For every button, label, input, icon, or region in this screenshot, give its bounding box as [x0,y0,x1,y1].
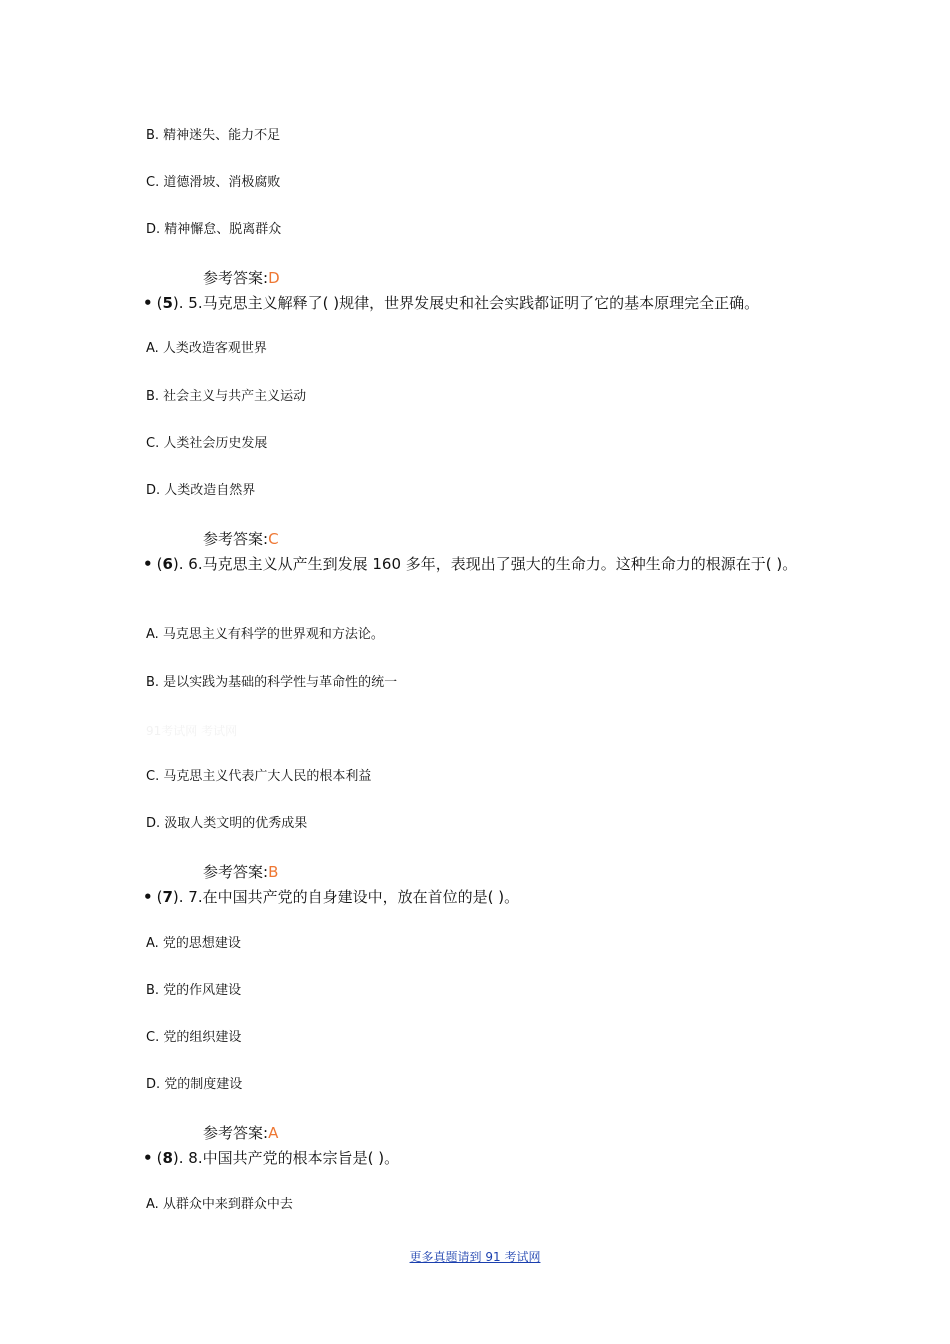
answer-label: 参考答案: [203,530,269,548]
question-5: • (5). 5.马克思主义解释了( )规律，世界发展史和社会实践都证明了它的基本原理完全正确。 [143,294,760,312]
bullet-icon: • [143,888,153,906]
answer-value: D [268,269,280,287]
option-c-q5: C. 人类社会历史发展 [146,436,268,451]
answer-q5 [203,529,279,549]
question-text: ). 6.马克思主义从产生到发展 160 多年，表现出了强大的生命力。这种生命力的根源在于( )。 [172,555,798,573]
question-number: 7 [162,888,173,906]
watermark-text: 91考试网 考试网 [146,724,238,738]
question-number: 5 [162,294,173,312]
option-a-q5: A. 人类改造客观世界 [146,341,267,356]
answer-label: 参考答案: [203,269,269,287]
option-a-q7: A. 党的思想建设 [146,936,241,951]
option-b-q5: B. 社会主义与共产主义运动 [146,389,307,404]
answer-value: C [268,530,279,548]
answer-label: 参考答案: [203,863,269,881]
option-c-q4: C. 道德滑坡、消极腐败 [146,175,281,190]
option-b-q4: B. 精神迷失、能力不足 [146,128,281,143]
question-8: • (8). 8.中国共产党的根本宗旨是( )。 [143,1149,400,1167]
option-b-q6: B. 是以实践为基础的科学性与革命性的统一 [146,675,398,690]
answer-q7 [203,1123,278,1143]
answer-value: B [268,863,279,881]
question-number: 6 [162,555,173,573]
option-a-q6: A. 马克思主义有科学的世界观和方法论。 [146,627,384,642]
answer-label: 参考答案: [203,1124,269,1142]
option-d-q4: D. 精神懈怠、脱离群众 [146,222,282,237]
option-c-q7: C. 党的组织建设 [146,1030,242,1045]
question-7: • (7). 7.在中国共产党的自身建设中，放在首位的是( )。 [143,888,520,906]
question-number: 8 [162,1149,173,1167]
question-text: ). 8.中国共产党的根本宗旨是( )。 [172,1149,400,1167]
question-6: • (6). 6.马克思主义从产生到发展 160 多年，表现出了强大的生命力。这种生命力的根源在于( )。 [143,555,798,573]
option-b-q7: B. 党的作风建设 [146,983,242,998]
bullet-icon: • [143,1149,153,1167]
answer-value: A [268,1124,279,1142]
footer-link[interactable]: 更多真题请到 91 考试网 [409,1250,541,1264]
option-d-q7: D. 党的制度建设 [146,1077,243,1092]
answer-q4 [203,268,280,288]
option-d-q6: D. 汲取人类文明的优秀成果 [146,816,308,831]
question-text: ). 5.马克思主义解释了( )规律，世界发展史和社会实践都证明了它的基本原理完全正确。 [172,294,760,312]
option-c-q6: C. 马克思主义代表广大人民的根本利益 [146,769,372,784]
answer-q6 [203,862,278,882]
bullet-icon: • [143,294,153,312]
option-d-q5: D. 人类改造自然界 [146,483,256,498]
question-text: ). 7.在中国共产党的自身建设中，放在首位的是( )。 [172,888,520,906]
bullet-icon: • [143,555,153,573]
option-a-q8: A. 从群众中来到群众中去 [146,1197,293,1212]
